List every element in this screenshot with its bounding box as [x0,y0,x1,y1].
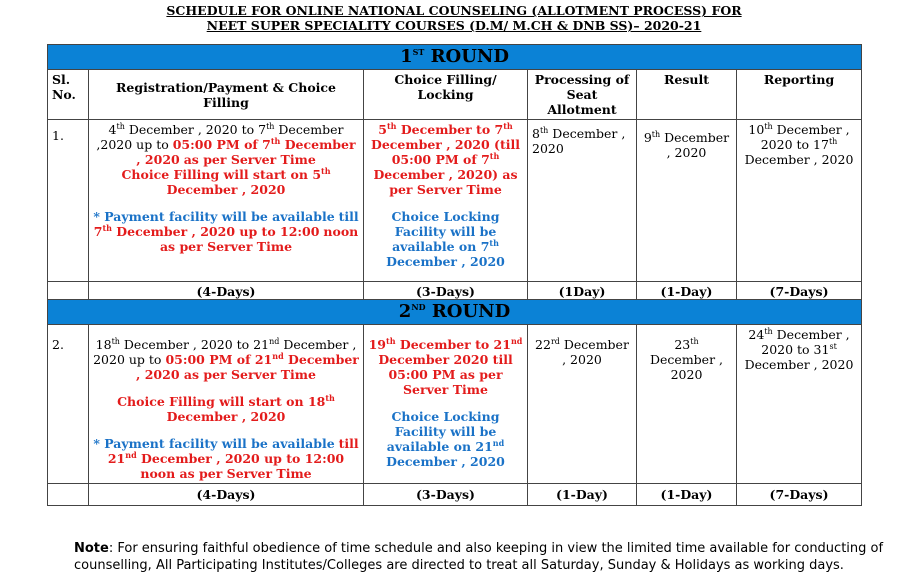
round-1-sl: 1. [48,120,89,282]
round-1-days-choice: (3-Days) [364,282,528,300]
round-1-registration: 4th December , 2020 to 7th December ,2020 up to 05:00 PM of 7th December , 2020 as per Server Time Choice Filling will start on 5th December , 2020 * Payment facility will be available till 7th December , 2020 up to 12:00 noon as per Server Time [89,120,364,282]
round-2-days-choice: (3-Days) [364,484,528,506]
round-2-row [48,325,862,484]
round-1-choice: 5th December to 7th December , 2020 (till 05:00 PM of 7th December , 2020) as per Server Time Choice Locking Facility will be available on 7th December , 2020 [364,120,528,282]
round-1-days-registration: (4-Days) [89,282,364,300]
round-2-days-row [48,484,862,506]
document-title-line-2: NEET SUPER SPECIALITY COURSES (D.M/ M.CH & DNB SS)– 2020-21 [206,18,702,33]
round-2-choice: 19th December to 21nd December 2020 till 05:00 PM as per Server Time Choice Locking Facility will be available on 21nd December , 2020 [364,325,528,484]
round-2-result: 23th December , 2020 [637,325,737,484]
document-title-line-1: SCHEDULE FOR ONLINE NATIONAL COUNSELING (ALLOTMENT PROCESS) FOR [166,3,742,18]
round-2-label: 2ND ROUND [48,300,862,325]
header-processing: Processing of Seat Allotment [528,70,637,120]
round-2-days-result: (1-Day) [637,484,737,506]
round-2-registration: 18th December , 2020 to 21nd December , 2020 up to 05:00 PM of 21nd December , 2020 as per Server Time Choice Filling will start on 18th December , 2020 * Payment facility will be available till 21nd December , 2020 up to 12:00 noon as per Server Time [89,325,364,484]
round-1-days-row [48,282,862,300]
round-1-days-reporting: (7-Days) [737,282,862,300]
table-header-row [48,70,862,120]
schedule-table [47,44,862,506]
header-choice-filling: Choice Filling/ Locking [364,70,528,120]
round-1-result: 9th December , 2020 [637,120,737,282]
round-1-row [48,120,862,282]
round-1-bar [48,45,862,70]
round-2-processing: 22rd December , 2020 [528,325,637,484]
header-registration: Registration/Payment & Choice Filling [89,70,364,120]
note-paragraph [74,540,894,574]
header-reporting: Reporting [737,70,862,120]
round-2-days-processing: (1-Day) [528,484,637,506]
round-1-processing: 8th December , 2020 [528,120,637,282]
round-2-bar [48,300,862,325]
note-text: : For ensuring faithful obedience of time schedule and also keeping in view the limited time available for conducting of counselling, All Participating Institutes/Colleges are directed to treat all Saturday, Sunday & Holidays as working days. [74,541,884,573]
round-2-days-reporting: (7-Days) [737,484,862,506]
round-2-sl: 2. [48,325,89,484]
header-sl-no: Sl. No. [48,70,89,120]
round-1-reporting: 10th December , 2020 to 17th December , 2020 [737,120,862,282]
round-1-label: 1ST ROUND [48,45,862,70]
round-2-reporting: 24th December , 2020 to 31st December , 2020 [737,325,862,484]
header-result: Result [637,70,737,120]
round-1-days-result: (1-Day) [637,282,737,300]
round-1-days-processing: (1Day) [528,282,637,300]
round-2-days-registration: (4-Days) [89,484,364,506]
note-label: Note [74,541,109,556]
